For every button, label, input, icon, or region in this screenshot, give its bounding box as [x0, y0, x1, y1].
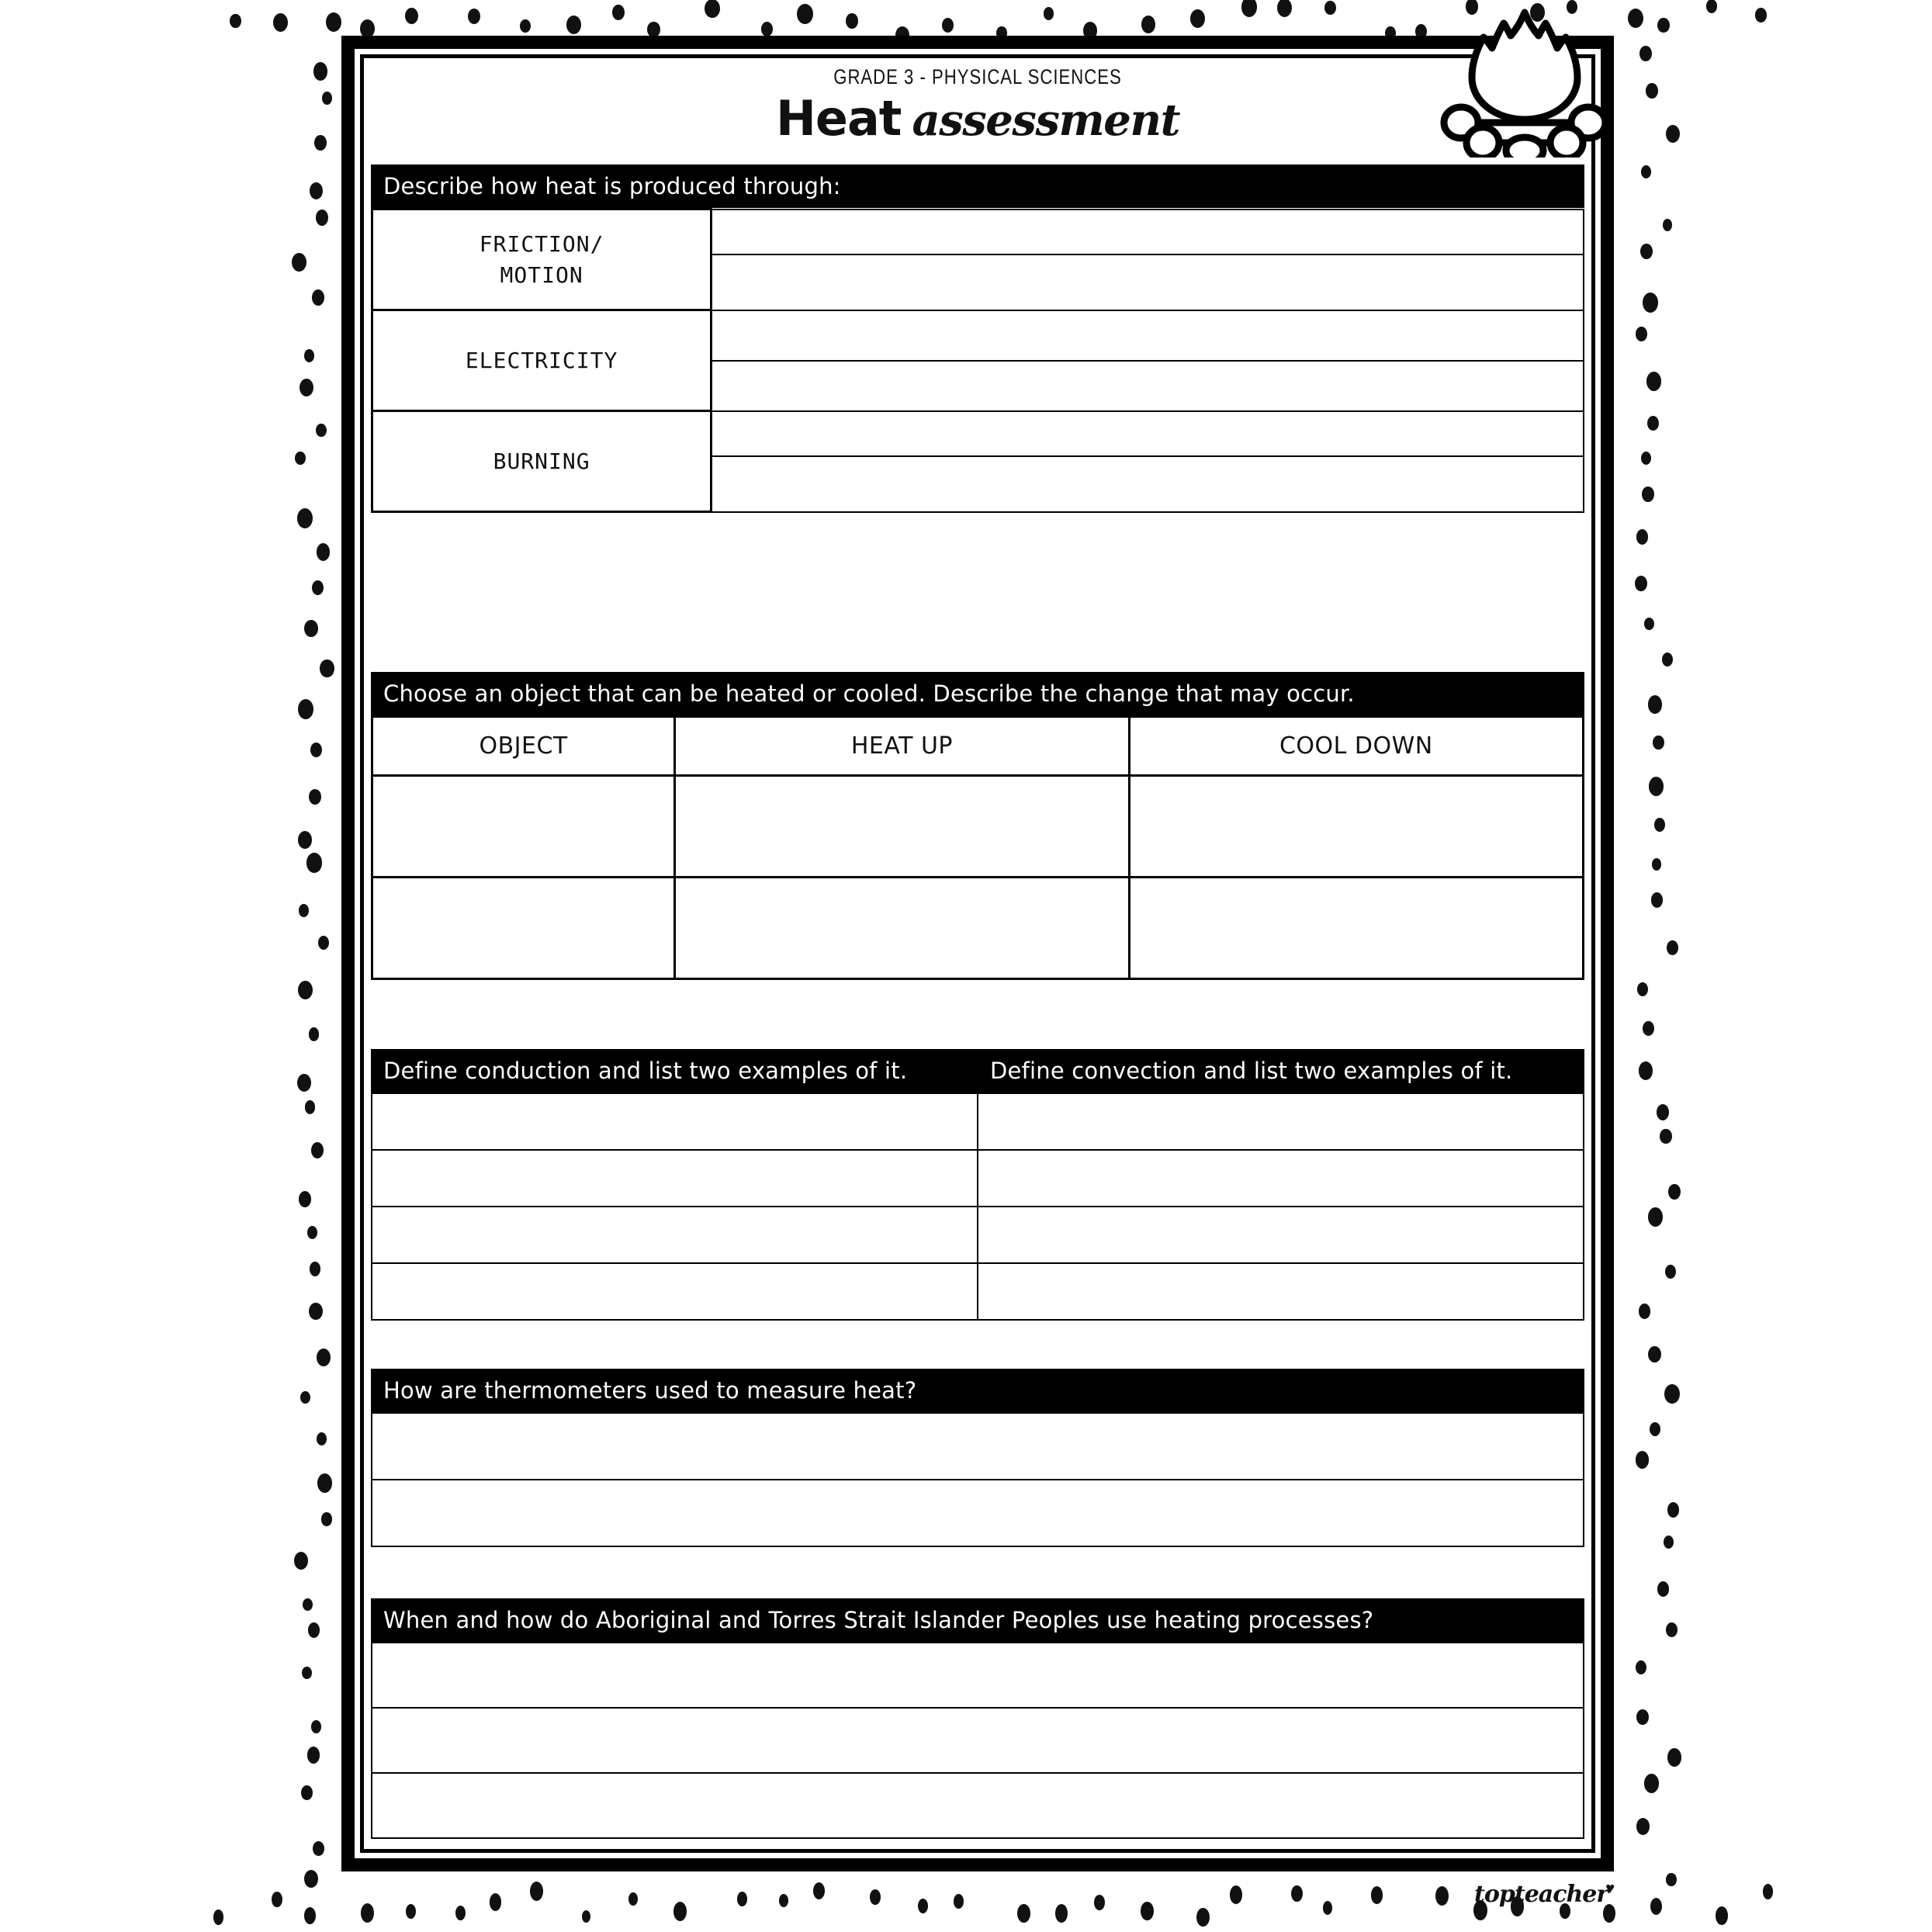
border-dot	[1667, 940, 1678, 955]
conduction-convection-table	[371, 1092, 1584, 1321]
border-dot	[313, 62, 328, 81]
answer-line[interactable]	[712, 456, 1584, 512]
border-dot	[1055, 1904, 1068, 1923]
border-dot	[295, 452, 306, 465]
answer-line[interactable]	[372, 1480, 1584, 1546]
column-header-cool-down: COOL DOWN	[1129, 717, 1583, 776]
border-dot	[942, 18, 954, 33]
border-dot	[1094, 1895, 1105, 1910]
answer-cell-convection[interactable]	[978, 1207, 1584, 1263]
border-dot	[317, 543, 331, 561]
answer-cell-conduction[interactable]	[372, 1150, 978, 1207]
border-dot	[918, 1899, 928, 1913]
border-dot	[737, 1892, 747, 1906]
answer-cell-conduction[interactable]	[372, 1207, 978, 1263]
row-label-line2: MOTION	[500, 261, 583, 288]
table-row	[372, 1093, 1584, 1150]
border-dot	[304, 1907, 316, 1923]
table-header-row	[372, 717, 1584, 776]
cell-cool-down[interactable]	[1129, 878, 1583, 979]
cell-object[interactable]	[372, 878, 675, 979]
border-dot	[230, 14, 241, 28]
section-heading-convection: Define convection and list two examples of it.	[990, 1058, 1513, 1084]
border-dot	[1640, 244, 1653, 259]
border-dot	[297, 1074, 311, 1092]
table-row	[372, 1708, 1584, 1773]
border-dot	[1291, 1885, 1303, 1902]
border-dot	[1646, 372, 1661, 391]
border-dot	[1665, 1265, 1676, 1279]
section-object-change	[371, 672, 1584, 980]
border-dot	[317, 1349, 331, 1366]
border-dot	[309, 1303, 322, 1320]
border-dot	[316, 209, 328, 226]
row-label-friction-motion	[372, 209, 712, 310]
border-dot	[1666, 1622, 1678, 1637]
border-dot	[1664, 1384, 1680, 1404]
border-dot	[1667, 1502, 1680, 1518]
border-dot	[1657, 1104, 1669, 1120]
border-dot	[298, 981, 313, 999]
table-row	[372, 310, 1584, 361]
border-dot	[1763, 1884, 1774, 1899]
border-dot	[954, 1894, 964, 1909]
section-heading-conduction-convection	[371, 1049, 1584, 1092]
table-row	[372, 209, 1584, 254]
border-dot	[1636, 1451, 1649, 1468]
border-dot	[1642, 486, 1654, 503]
border-dot	[1647, 416, 1659, 431]
border-dot	[582, 1910, 591, 1923]
section-heading-object-change: Choose an object that can be heated or cooled. Describe the change that may occur.	[371, 672, 1584, 715]
border-dot	[361, 1903, 375, 1923]
border-dot	[1666, 125, 1680, 143]
border-dot	[1668, 1184, 1681, 1200]
answer-cell-conduction[interactable]	[372, 1263, 978, 1320]
border-dot	[1648, 1346, 1661, 1363]
border-dot	[309, 1027, 320, 1040]
section-heading-heat-produced: Describe how heat is produced through:	[371, 164, 1584, 208]
section-thermometers	[371, 1369, 1584, 1547]
border-dot	[317, 1432, 327, 1446]
first-nations-table	[371, 1642, 1584, 1839]
object-change-table	[371, 715, 1584, 980]
border-dot	[1662, 653, 1673, 667]
border-dot	[1667, 1748, 1681, 1766]
border-dot	[1654, 818, 1665, 832]
answer-cell-conduction[interactable]	[372, 1093, 978, 1150]
border-dot	[301, 1785, 313, 1800]
border-dot	[305, 1100, 315, 1113]
answer-line[interactable]	[712, 310, 1584, 361]
page-subject-label: GRADE 3 - PHYSICAL SCIENCES	[833, 65, 1122, 88]
campfire-icon	[1439, 6, 1610, 158]
border-dot	[320, 660, 334, 678]
border-dot	[1643, 1021, 1654, 1036]
border-dot	[1636, 327, 1646, 341]
border-dot	[1639, 1304, 1650, 1318]
cell-heat-up[interactable]	[675, 878, 1129, 979]
page-title	[371, 90, 1584, 161]
border-dot	[294, 1552, 309, 1570]
border-dot	[1635, 576, 1647, 591]
border-dot	[310, 743, 322, 758]
border-dot	[1664, 1536, 1674, 1549]
border-dot	[1651, 892, 1663, 908]
border-dot	[1666, 1873, 1677, 1886]
cell-heat-up[interactable]	[675, 776, 1129, 878]
answer-cell-convection[interactable]	[978, 1263, 1584, 1320]
border-dot	[870, 1889, 881, 1905]
section-heading-first-nations: When and how do Aboriginal and Torres Strait Islander Peoples use heating processes?	[371, 1598, 1584, 1642]
border-dot	[299, 904, 309, 917]
border-dot	[314, 135, 327, 151]
section-heading-conduction: Define conduction and list two examples of it.	[383, 1058, 908, 1084]
border-dot	[322, 92, 332, 105]
border-dot	[304, 349, 314, 362]
worksheet-content	[371, 65, 1584, 1842]
border-dot	[304, 1870, 318, 1888]
border-dot	[1639, 46, 1652, 61]
border-dot	[310, 1262, 321, 1276]
border-dot	[321, 1512, 332, 1525]
border-dot	[797, 4, 813, 24]
border-dot	[1435, 1886, 1449, 1906]
border-dot	[1643, 293, 1658, 313]
border-dot	[1660, 1129, 1671, 1144]
cell-cool-down[interactable]	[1129, 776, 1583, 878]
border-dot	[311, 1142, 324, 1158]
border-dot	[1323, 1901, 1332, 1915]
table-row	[372, 411, 1584, 456]
column-header-heat-up: HEAT UP	[675, 717, 1129, 776]
border-dot	[1657, 18, 1669, 33]
border-dot	[1639, 1061, 1653, 1080]
border-dot	[705, 0, 720, 18]
border-dot	[303, 1598, 313, 1612]
answer-cell-convection[interactable]	[978, 1093, 1584, 1150]
border-dot	[530, 1882, 543, 1901]
border-dot	[1637, 982, 1648, 996]
row-label-line1: BURNING	[493, 448, 590, 474]
border-dot	[1644, 618, 1654, 630]
border-dot	[1044, 7, 1054, 20]
page-title-script: assessment	[912, 95, 1179, 146]
border-dot	[299, 1191, 311, 1207]
table-row	[372, 1207, 1584, 1263]
border-dot	[406, 1904, 416, 1919]
border-dot	[813, 1882, 825, 1899]
border-dot	[1636, 1818, 1650, 1835]
border-dot	[1241, 0, 1258, 17]
border-dot	[761, 22, 773, 36]
section-first-nations	[371, 1598, 1584, 1839]
border-dot	[1648, 695, 1662, 713]
border-dot	[405, 8, 418, 25]
border-dot	[468, 9, 480, 24]
border-dot	[311, 1720, 321, 1733]
heat-produced-table	[371, 208, 1584, 513]
border-dot	[1641, 452, 1651, 465]
border-dot	[272, 1892, 282, 1907]
border-dot	[1716, 1906, 1728, 1925]
border-dot	[213, 1909, 223, 1924]
border-dot	[1636, 1660, 1646, 1674]
answer-line[interactable]	[372, 1708, 1584, 1773]
border-dot	[297, 508, 313, 528]
border-dot	[1649, 777, 1664, 796]
border-dot	[520, 19, 531, 33]
heart-icon: ♥	[1605, 1880, 1615, 1897]
border-dot	[1657, 1581, 1669, 1597]
page-title-block	[371, 65, 1584, 158]
table-row	[372, 1263, 1584, 1320]
border-dot	[1644, 1774, 1659, 1793]
table-row	[372, 1150, 1584, 1207]
border-dot	[326, 12, 341, 33]
border-dot	[1141, 1902, 1153, 1920]
border-dot	[1190, 9, 1205, 28]
border-dot	[300, 1391, 310, 1404]
border-dot	[317, 1473, 332, 1493]
border-dot	[307, 1226, 318, 1239]
border-dot	[310, 182, 323, 199]
thermometers-table	[371, 1412, 1584, 1547]
answer-line[interactable]	[712, 411, 1584, 456]
table-row	[372, 1643, 1584, 1708]
answer-line[interactable]	[712, 209, 1584, 254]
border-dot	[299, 379, 314, 397]
border-dot	[308, 1622, 320, 1638]
section-conduction-convection	[371, 1049, 1584, 1321]
border-dot	[1641, 165, 1651, 178]
row-label-electricity	[372, 310, 712, 411]
row-label-line1: ELECTRICITY	[465, 347, 618, 373]
border-dot	[1017, 1904, 1030, 1923]
row-label-burning	[372, 411, 712, 512]
border-dot	[1652, 858, 1661, 871]
border-dot	[1277, 0, 1292, 17]
border-dot	[1196, 1908, 1210, 1927]
border-dot	[779, 1894, 788, 1907]
border-dot	[1650, 1422, 1660, 1436]
answer-line[interactable]	[372, 1643, 1584, 1708]
table-row	[372, 1480, 1584, 1546]
border-dot	[298, 699, 313, 719]
table-row	[372, 1773, 1584, 1838]
border-dot	[612, 5, 625, 20]
column-header-object: OBJECT	[372, 717, 675, 776]
border-dot	[1324, 1, 1335, 15]
border-dot	[455, 1906, 466, 1920]
border-dot	[1653, 736, 1664, 750]
border-dot	[313, 1841, 324, 1856]
border-dot	[1755, 8, 1767, 22]
section-heading-thermometers: How are thermometers used to measure heat?	[371, 1369, 1584, 1412]
border-dot	[628, 1892, 638, 1906]
border-dot	[302, 1667, 312, 1679]
border-dot	[307, 1747, 320, 1764]
border-dot	[846, 13, 858, 29]
border-dot	[304, 620, 318, 638]
answer-line[interactable]	[372, 1413, 1584, 1480]
brand-logo-text: topteacher	[1474, 1881, 1608, 1908]
border-dot	[292, 253, 306, 272]
border-dot	[1141, 16, 1155, 33]
border-dot	[312, 289, 324, 306]
border-dot	[316, 424, 327, 438]
answer-line[interactable]	[712, 254, 1584, 310]
answer-line[interactable]	[712, 361, 1584, 411]
table-row	[372, 776, 1584, 878]
table-row	[372, 1413, 1584, 1480]
border-dot	[1636, 1709, 1649, 1726]
border-dot	[318, 936, 329, 950]
border-dot	[312, 580, 324, 595]
border-dot	[490, 1893, 502, 1911]
border-dot	[673, 1902, 687, 1921]
border-dot	[1663, 219, 1673, 231]
answer-line[interactable]	[372, 1773, 1584, 1838]
border-dot	[298, 831, 312, 849]
border-dot	[306, 853, 322, 872]
table-row	[372, 878, 1584, 979]
border-dot	[1648, 1207, 1663, 1227]
border-dot	[1636, 529, 1648, 544]
border-dot	[1646, 83, 1657, 99]
border-dot	[1371, 1886, 1383, 1904]
border-dot	[309, 789, 321, 805]
border-dot	[1628, 9, 1643, 28]
border-dot	[273, 13, 289, 33]
border-dot	[1650, 1898, 1662, 1915]
border-dot	[1706, 0, 1718, 13]
cell-object[interactable]	[372, 776, 675, 878]
border-dot	[566, 16, 581, 34]
section-heat-produced	[371, 164, 1584, 513]
brand-logo	[1474, 1881, 1617, 1908]
border-dot	[1230, 1885, 1243, 1904]
answer-cell-convection[interactable]	[978, 1150, 1584, 1207]
row-label-line1: FRICTION/	[479, 230, 604, 257]
page-title-bold: Heat	[776, 90, 902, 147]
